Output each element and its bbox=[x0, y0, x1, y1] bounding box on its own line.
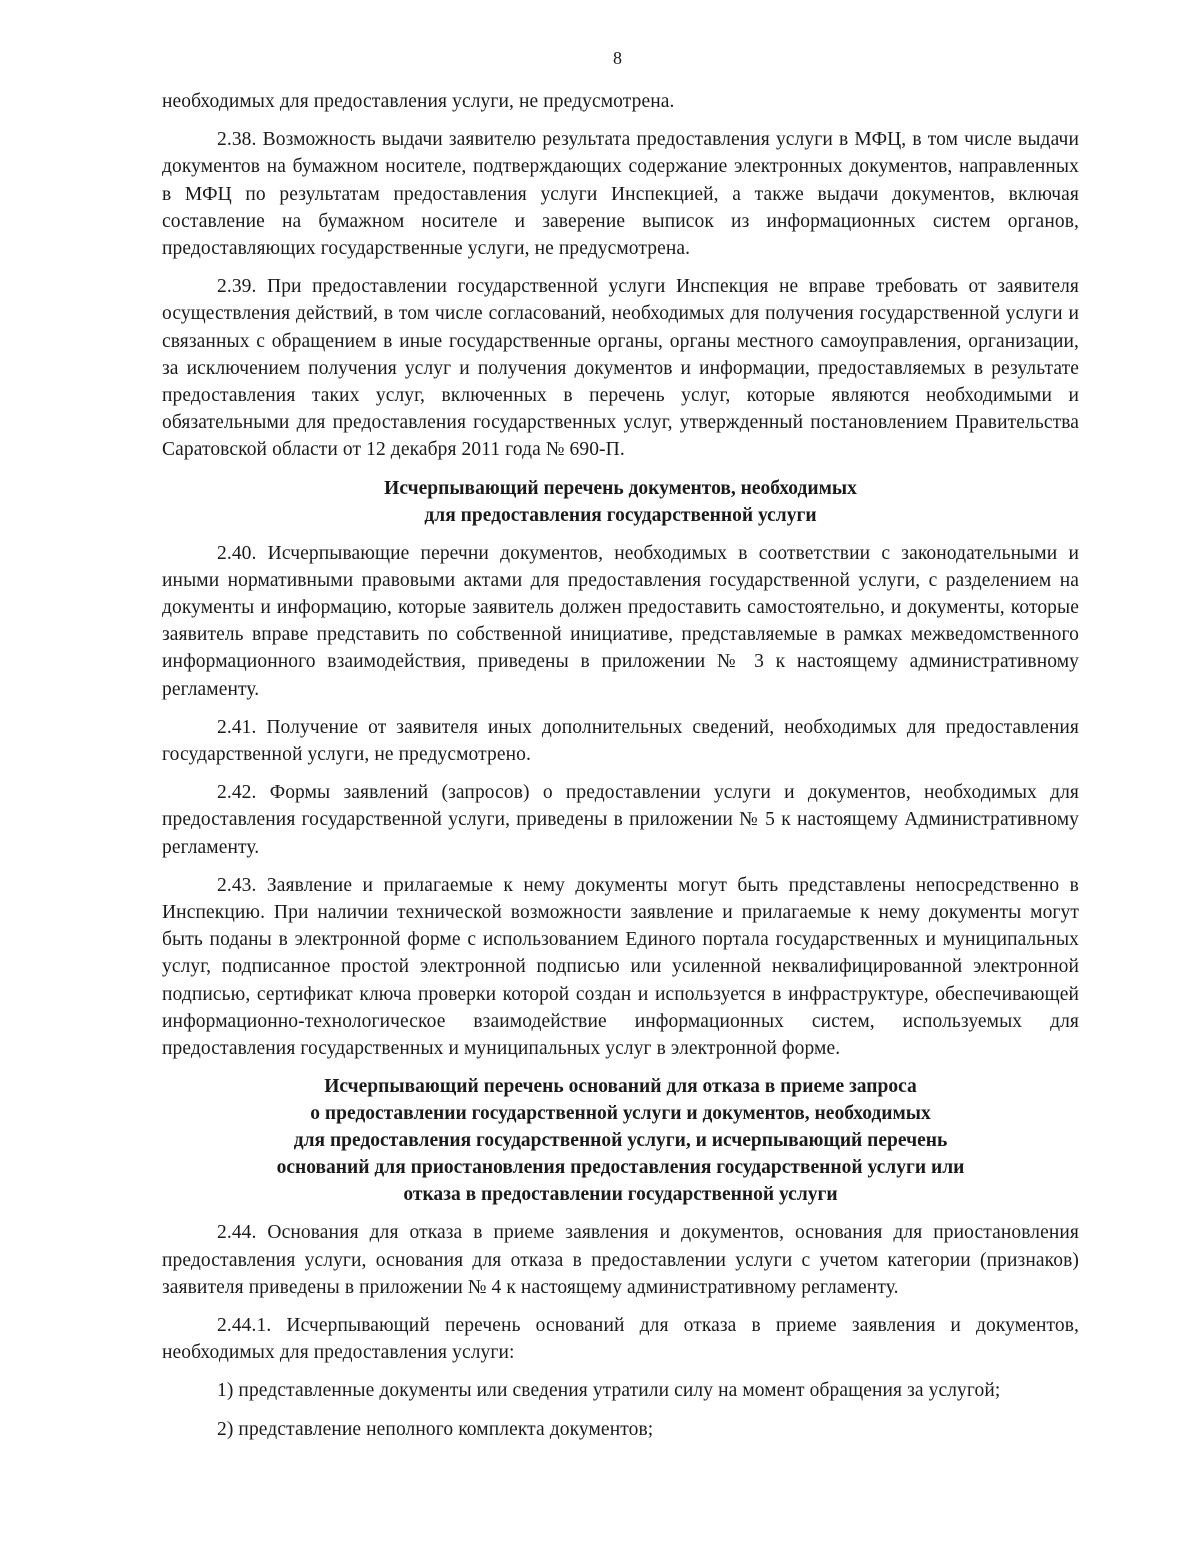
section-heading-documents-list bbox=[162, 475, 1079, 529]
paragraph-continuation: необходимых для предоставления услуги, не предусмотрена. bbox=[162, 91, 675, 112]
section-heading-refusal-grounds bbox=[162, 1073, 1079, 1208]
heading-line: Исчерпывающий перечень документов, необходимых bbox=[384, 477, 857, 499]
heading-line: отказа в предоставлении государственной услуги bbox=[403, 1184, 838, 1206]
paragraph-2-44: 2.44. Основания для отказа в приеме заявления и документов, основания для приостановления предоставления услуги, основания для отказа в предоставлении услуги с учетом категории (признаков) заявителя приведены в приложении № 4 к настоящему административному регламенту. bbox=[162, 1222, 1079, 1298]
heading-line: Исчерпывающий перечень оснований для отказа в приеме запроса bbox=[324, 1076, 917, 1098]
page-number: 8 bbox=[613, 48, 622, 68]
list-item-2: 2) представление неполного комплекта документов; bbox=[217, 1418, 654, 1440]
list-item-1: 1) представленные документы или сведения утратили силу на момент обращения за услугой; bbox=[217, 1380, 1001, 1402]
paragraph-2-44-1: 2.44.1. Исчерпывающий перечень оснований для отказа в приеме заявления и документов, необходимых для предоставления услуги: bbox=[162, 1314, 1079, 1364]
paragraph-2-39: 2.39. При предоставлении государственной услуги Инспекция не вправе требовать от заявителя осуществления действий, в том числе согласований, необходимых для получения государственной услуги и связанных с обращением в иные государственные органы, органы местного самоуправления, организации, за исключением получения услуг и получения документов и информации, предоставляемых в результате предоставления таких услуг, включенных в перечень услуг, которые являются необходимыми и обязательными для предоставления государственных услуг, утвержденный постановлением Правительства Саратовской области от 12 декабря 2011 года № 690-П. bbox=[162, 276, 1079, 461]
paragraph-2-41: 2.41. Получение от заявителя иных дополнительных сведений, необходимых для предоставления государственной услуги, не предусмотрено. bbox=[162, 716, 1079, 766]
heading-line: о предоставлении государственной услуги и документов, необходимых bbox=[310, 1103, 931, 1125]
heading-line: для предоставления государственной услуги bbox=[424, 504, 817, 526]
paragraph-2-43: 2.43. Заявление и прилагаемые к нему документы могут быть представлены непосредственно в Инспекцию. При наличии технической возможности заявление и прилагаемые к нему документы могут быть поданы в электронной форме с использованием Единого портала государственных и муниципальных услуг, подписанное простой электронной подписью или усиленной неквалифицированной электронной подписью, сертификат ключа проверки которой создан и используется в инфраструктуре, обеспечивающей информационно-технологическое взаимодействие информационных систем, используемых для предоставления государственных и муниципальных услуг в электронной форме. bbox=[162, 874, 1079, 1060]
paragraph-2-40: 2.40. Исчерпывающие перечни документов, необходимых в соответствии с законодательными и иными нормативными правовыми актами для предоставления государственной услуги, с разделением на документы и информацию, которые заявитель должен предоставить самостоятельно, и документы, которые заявитель вправе представить по собственной инициативе, представляемые в рамках межведомственного информационного взаимодействия, приведены в приложении № 3 к настоящему административному регламенту. bbox=[162, 542, 1079, 700]
heading-line: оснований для приостановления предоставления государственной услуги или bbox=[276, 1157, 965, 1179]
paragraph-2-38: 2.38. Возможность выдачи заявителю результата предоставления услуги в МФЦ, в том числе выдачи документов на бумажном носителе, подтверждающих содержание электронных документов, направленных в МФЦ по результатам предоставления услуги Инспекцией, а также выдачи документов, включая составление на бумажном носителе и заверение выписок из информационных систем органов, предоставляющих государственные услуги, не предусмотрена. bbox=[162, 129, 1079, 260]
paragraph-2-42: 2.42. Формы заявлений (запросов) о предоставлении услуги и документов, необходимых для предоставления государственной услуги, приведены в приложении № 5 к настоящему Административному регламенту. bbox=[162, 782, 1079, 858]
heading-line: для предоставления государственной услуги, и исчерпывающий перечень bbox=[293, 1130, 948, 1152]
document-body bbox=[162, 88, 1079, 1454]
